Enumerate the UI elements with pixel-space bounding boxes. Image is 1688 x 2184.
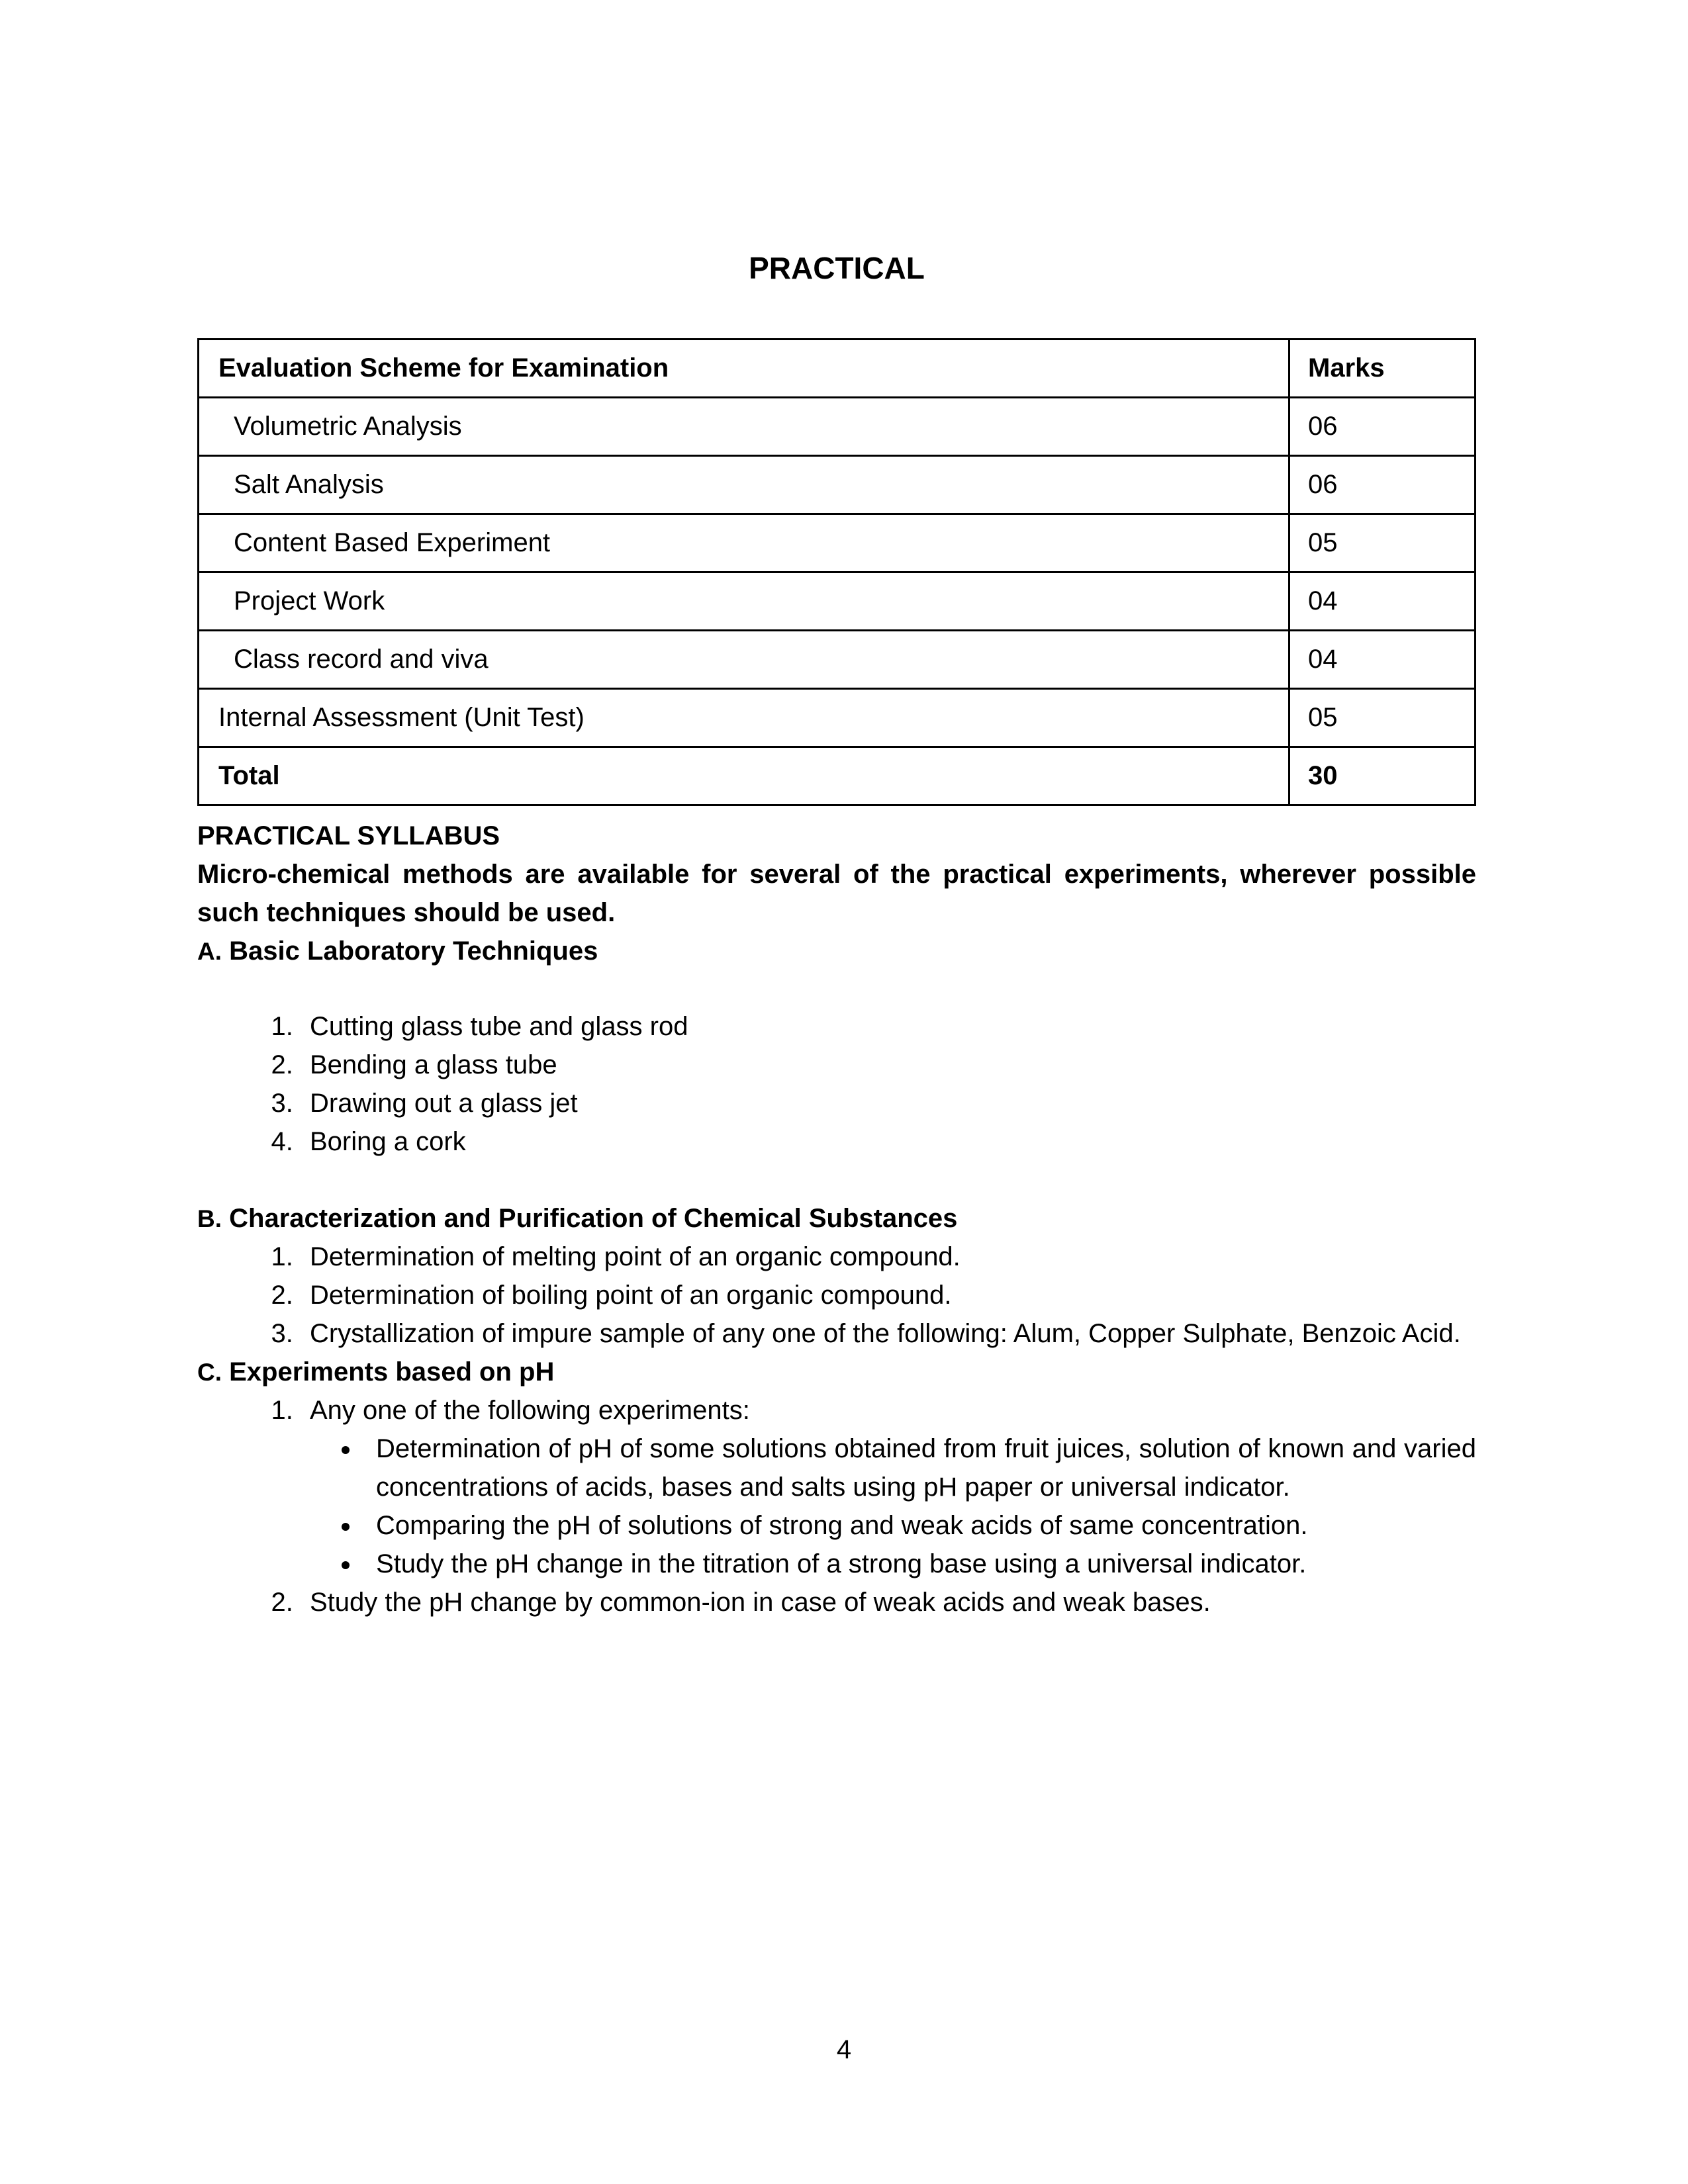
section-a-heading: [197, 932, 1476, 970]
table-total-label: Total: [199, 747, 1289, 805]
section-b-heading: [197, 1199, 1476, 1238]
list-item-text: Determination of pH of some solutions obtained from fruit juices, solution of known and varied concentrations of acids, bases and salts using pH paper or universal indicator.: [376, 1433, 1476, 1502]
table-total-row: [199, 747, 1476, 805]
section-b-list: [197, 1238, 1476, 1353]
table-row: [199, 397, 1476, 455]
table-cell-label: Class record and viva: [199, 630, 1289, 688]
section-c-key: C.: [197, 1358, 222, 1386]
list-item: [301, 1084, 1476, 1122]
list-item-text: Cutting glass tube and glass rod: [310, 1011, 688, 1041]
table-cell-marks: 04: [1289, 630, 1476, 688]
list-item-text: Drawing out a glass jet: [310, 1088, 578, 1118]
table-header-scheme: Evaluation Scheme for Examination: [199, 339, 1289, 397]
document-content: [197, 246, 1476, 1621]
table-cell-marks: 05: [1289, 514, 1476, 572]
table-row: [199, 572, 1476, 630]
section-c-bullet-list: [310, 1430, 1476, 1583]
table-cell-label: Internal Assessment (Unit Test): [199, 688, 1289, 747]
section-c-list: [197, 1391, 1476, 1621]
list-item-text: Determination of melting point of an organic compound.: [310, 1242, 961, 1271]
table-row: [199, 630, 1476, 688]
list-item-text: Crystallization of impure sample of any one of the following: Alum, Copper Sulphate, Benzoic Acid.: [310, 1318, 1461, 1348]
table-header-marks: Marks: [1289, 339, 1476, 397]
section-b-key: B.: [197, 1205, 222, 1232]
list-item: [301, 1046, 1476, 1084]
list-item: [301, 1391, 1476, 1583]
table-cell-marks: 06: [1289, 455, 1476, 514]
table-row: [199, 514, 1476, 572]
evaluation-scheme-table: [197, 338, 1476, 806]
list-item: [361, 1506, 1476, 1545]
list-item: [301, 1583, 1476, 1621]
list-item-text: Study the pH change in the titration of a strong base using a universal indicator.: [376, 1549, 1307, 1578]
table-cell-label: Project Work: [199, 572, 1289, 630]
page-number: 4: [836, 2035, 852, 2064]
section-b-title: Characterization and Purification of Chemical Substances: [229, 1203, 958, 1233]
table-cell-marks: 05: [1289, 688, 1476, 747]
section-a-title: Basic Laboratory Techniques: [229, 936, 598, 966]
table-row: [199, 688, 1476, 747]
list-item: [361, 1430, 1476, 1506]
list-item-text: Boring a cork: [310, 1126, 466, 1156]
list-item-text: Study the pH change by common-ion in case of weak acids and weak bases.: [310, 1587, 1211, 1617]
syllabus-heading: PRACTICAL SYLLABUS: [197, 821, 500, 850]
list-item: [301, 1122, 1476, 1161]
syllabus-intro: Micro-chemical methods are available for several of the practical experiments, wherever possible such techniques should be used.: [197, 859, 1476, 927]
table-total-marks: 30: [1289, 747, 1476, 805]
section-a-key: A.: [197, 937, 222, 965]
list-item: [361, 1545, 1476, 1583]
table-cell-label: Salt Analysis: [199, 455, 1289, 514]
list-item-text: Bending a glass tube: [310, 1050, 557, 1079]
list-item-text: Comparing the pH of solutions of strong and weak acids of same concentration.: [376, 1510, 1308, 1540]
table-header-row: [199, 339, 1476, 397]
table-cell-marks: 06: [1289, 397, 1476, 455]
page-title: PRACTICAL: [749, 251, 925, 285]
list-item: [301, 1314, 1476, 1353]
list-item-text: Any one of the following experiments:: [310, 1395, 750, 1425]
list-item: [301, 1276, 1476, 1314]
table-row: [199, 455, 1476, 514]
table-cell-label: Volumetric Analysis: [199, 397, 1289, 455]
table-cell-label: Content Based Experiment: [199, 514, 1289, 572]
section-a-list: [197, 1007, 1476, 1161]
list-item: [301, 1238, 1476, 1276]
section-c-heading: [197, 1353, 1476, 1391]
table-cell-marks: 04: [1289, 572, 1476, 630]
section-c-title: Experiments based on pH: [229, 1357, 555, 1387]
list-item: [301, 1007, 1476, 1046]
list-item-text: Determination of boiling point of an organic compound.: [310, 1280, 952, 1310]
